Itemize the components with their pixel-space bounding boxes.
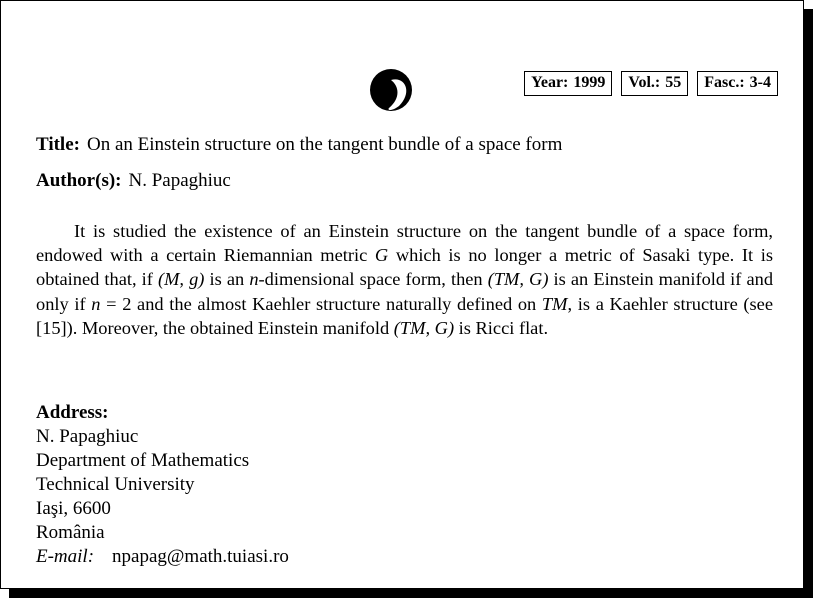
address-block	[36, 401, 289, 569]
abstract-segment: , is a Kaehler structure (see [15]). Moreover, the obtained Einstein manifold	[36, 293, 774, 338]
abstract-segment: which is no longer a metric of Sasaki type. It is obtained that, if	[36, 245, 773, 290]
abstract-text	[36, 219, 773, 340]
volume-value: 55	[665, 74, 682, 91]
title-line	[36, 133, 562, 157]
address-line: N. Papaghiuc	[36, 426, 139, 447]
author-line	[36, 169, 231, 193]
volume-label: Vol.:	[628, 74, 661, 91]
address-line: Technical University	[36, 474, 195, 495]
year-value: 1999	[573, 74, 606, 91]
publication-tags	[524, 71, 778, 96]
math-expression: (M, g)	[157, 269, 205, 290]
address-line: Iaşi, 6600	[36, 498, 111, 519]
math-expression: (TM, G)	[487, 269, 549, 290]
abstract-segment: It is studied the existence of an Einstein structure on the tangent bundle of a space form, endowed with a certain Riemannian metric	[36, 221, 773, 266]
year-tag	[524, 71, 612, 96]
abstract-segment: -dimensional space form, then	[258, 269, 488, 290]
article-authors: N. Papaghiuc	[128, 170, 231, 191]
abstract-segment: is an	[204, 269, 250, 290]
authors-label: Author(s):	[36, 170, 122, 191]
address-line: România	[36, 522, 105, 543]
email-label: E-mail:	[36, 546, 95, 567]
address-line: Department of Mathematics	[36, 450, 250, 471]
volume-tag	[621, 71, 688, 96]
math-expression: n	[249, 269, 259, 290]
email-address[interactable]: npapag@math.tuiasi.ro	[112, 546, 289, 567]
math-expression: n	[91, 293, 101, 314]
address-heading: Address:	[36, 402, 109, 423]
math-expression: TM	[541, 293, 568, 314]
math-expression: (TM, G)	[393, 317, 455, 338]
moon-crescent-icon	[369, 68, 413, 112]
math-expression: G	[374, 245, 389, 266]
year-label: Year:	[531, 74, 569, 91]
title-label: Title:	[36, 134, 80, 155]
fascicle-label: Fasc.:	[704, 74, 745, 91]
fascicle-value: 3-4	[749, 74, 771, 91]
article-title: On an Einstein structure on the tangent bundle of a space form	[86, 134, 563, 155]
abstract-segment: is Ricci flat.	[454, 317, 549, 338]
abstract-segment: is an Einstein manifold if and only if	[36, 269, 774, 314]
email-line	[36, 545, 289, 569]
fascicle-tag	[697, 71, 778, 96]
abstract-segment: = 2 and the almost Kaehler structure naturally defined on	[100, 293, 542, 314]
